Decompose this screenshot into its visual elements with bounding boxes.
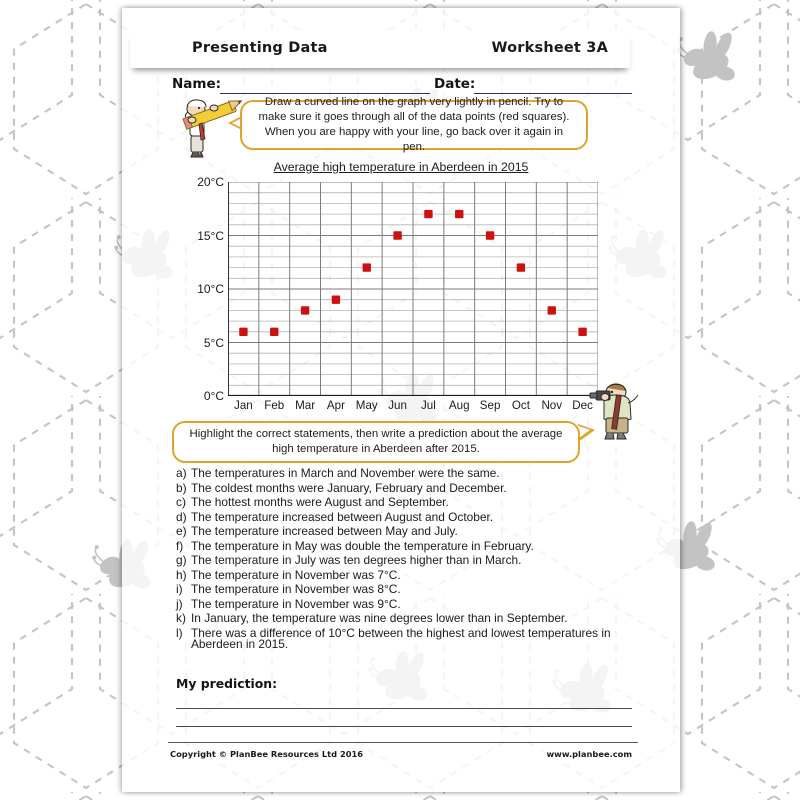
page-title: Presenting Data [192,40,328,56]
statement-text: The temperatures in March and November were the same. [191,466,500,480]
statement-item[interactable] [176,480,632,495]
y-axis-label: 10°C [197,282,224,296]
statement-item[interactable] [176,526,632,538]
x-axis-label-nov: Nov [541,399,563,412]
page-header [130,32,630,68]
statement-key: i) [176,582,183,596]
x-axis-label-aug: Aug [448,399,470,412]
x-axis-label-jul: Jul [420,399,436,412]
data-point-dec [578,328,586,336]
statement-text: There was a difference of 10°C between the highest and lowest temperatures in Aberdeen in 2015. [191,625,611,652]
statement-key: j) [176,596,183,611]
y-axis-label: 0°C [203,389,224,403]
statement-text: In January, the temperature was nine degrees lower than in September. [191,611,568,625]
name-label: Name: [172,76,222,92]
camera-man-illustration [588,379,650,441]
statement-item[interactable] [176,596,632,611]
statement-key: d) [176,509,187,524]
prediction-section [176,676,632,727]
x-axis-label-oct: Oct [511,399,530,412]
statement-key: g) [176,553,187,567]
footer-copyright: Copyright © PlanBee Resources Ltd 2016 [170,749,364,759]
data-point-nov [548,306,556,314]
statement-text: The temperature in November was 9°C. [191,596,401,611]
statement-item[interactable] [176,584,632,596]
data-point-aug [455,210,463,218]
date-label: Date: [434,76,476,92]
statement-key: h) [176,567,187,582]
statement-text: The temperature in November was 8°C. [191,582,401,596]
statement-item[interactable] [176,468,632,480]
footer-divider [168,742,638,743]
chart-svg [228,182,598,396]
statement-key: a) [176,466,187,480]
y-axis-label: 20°C [197,175,224,189]
statement-text: The coldest months were January, February and December. [191,480,507,495]
data-point-sep [486,231,494,239]
statement-text: The temperature in July was ten degrees higher than in March. [191,553,522,567]
name-write-line[interactable] [220,93,430,94]
x-axis-label-feb: Feb [264,399,285,412]
statement-key: k) [176,611,186,625]
data-point-jul [424,210,432,218]
date-write-line[interactable] [474,93,632,94]
data-point-oct [517,263,525,271]
statement-text: The hottest months were August and September. [191,495,449,509]
x-axis-label-may: May [355,399,378,412]
instruction-bubble-top: Draw a curved line on the graph very lightly in pencil. Try to make sure it goes through all of the data points (red squares). When you are happy with your line, go back over it again in pen. [240,100,588,150]
chart-plot-area [197,175,598,412]
statement-key: l) [176,625,183,640]
data-point-mar [301,306,309,314]
data-point-apr [332,296,340,304]
x-axis-label-sep: Sep [479,399,501,412]
x-axis-label-apr: Apr [326,399,345,412]
statement-item[interactable] [176,538,632,553]
y-axis-label: 15°C [197,228,224,243]
statement-text: The temperature increased between August and October. [191,509,494,524]
x-axis-label-mar: Mar [295,399,316,412]
x-axis-label-jun: Jun [388,399,407,412]
data-point-jun [393,231,401,239]
pencil-man-illustration [170,96,248,160]
statement-item[interactable] [176,625,632,652]
data-point-may [363,263,371,271]
statement-item[interactable] [176,555,632,567]
statement-key: c) [176,495,186,509]
statement-key: f) [176,538,184,553]
statement-text: The temperature in May was double the temperature in February. [191,538,534,553]
statement-item[interactable] [176,613,632,625]
statement-key: e) [176,524,187,538]
statement-key: b) [176,480,187,495]
statement-text: The temperature in November was 7°C. [191,567,401,582]
x-axis-label-dec: Dec [572,399,593,412]
prediction-write-line-1[interactable] [176,708,632,709]
footer-website[interactable]: www.planbee.com [546,749,632,759]
worksheet-number: Worksheet 3A [491,40,608,56]
statement-item[interactable] [176,497,632,509]
prediction-write-line-2[interactable] [176,726,632,727]
data-point-feb [270,328,278,336]
x-axis-label-jan: Jan [234,399,253,412]
y-axis-label: 5°C [203,335,224,350]
data-point-jan [239,328,247,336]
name-date-row [172,76,632,96]
statement-item[interactable] [176,567,632,582]
prediction-label: My prediction: [176,676,278,691]
instruction-bubble-mid: Highlight the correct statements, then write a prediction about the average high temperature in Aberdeen after 2015. [172,421,580,463]
statements-list [176,468,632,654]
temperature-chart [196,160,606,418]
statement-text: The temperature increased between May and July. [191,524,458,538]
chart-title: Average high temperature in Aberdeen in 2015 [273,160,529,174]
statement-item[interactable] [176,509,632,524]
